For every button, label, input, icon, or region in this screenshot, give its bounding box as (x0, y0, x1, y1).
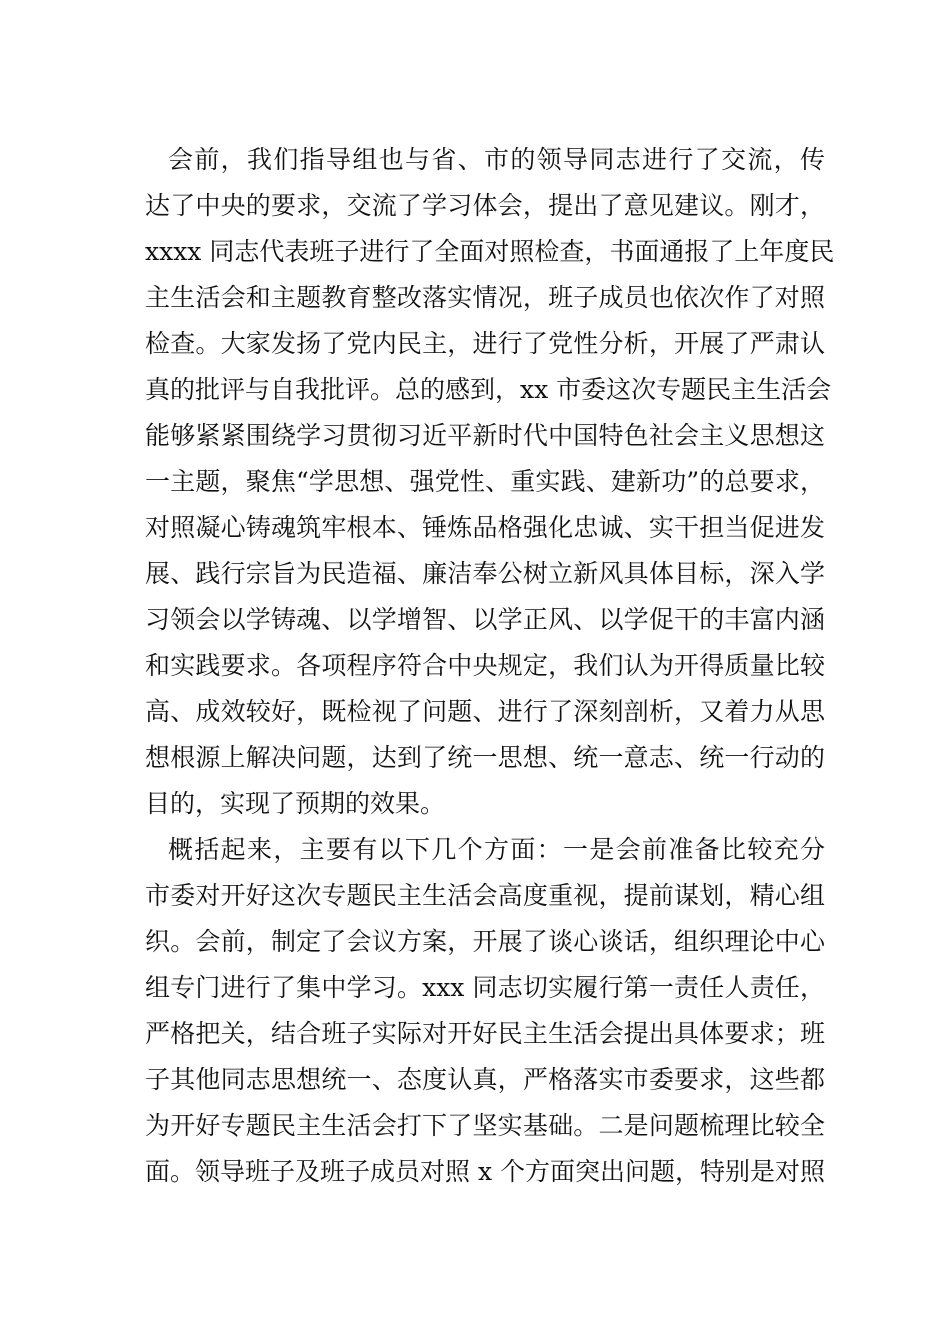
paragraph-1-line: 高、成效较好，既检视了问题、进行了深刻剖析，又着力从思 (145, 697, 825, 726)
paragraph-1-line: 能够紧紧围绕学习贯彻习近平新时代中国特色社会主义思想这 (145, 421, 825, 450)
paragraph-2-line: 子其他同志思想统一、态度认真，严格落实市委要求，这些都 (145, 1065, 825, 1094)
paragraph-2-line: 面。领导班子及班子成员对照 x 个方面突出问题，特别是对照 (145, 1157, 825, 1186)
paragraph-2-line: 严格把关，结合班子实际对开好民主生活会提出具体要求；班 (145, 1019, 825, 1048)
paragraph-1-line: 检查。大家发扬了党内民主，进行了党性分析，开展了严肃认 (145, 329, 825, 358)
paragraph-1-line: 展、践行宗旨为民造福、廉洁奉公树立新风具体目标，深入学 (145, 559, 825, 588)
paragraph-2-line: 织。会前，制定了会议方案，开展了谈心谈话，组织理论中心 (145, 927, 825, 956)
paragraph-1-line: 达了中央的要求，交流了学习体会，提出了意见建议。刚才， (145, 191, 825, 220)
paragraph-2-line: 市委对开好这次专题民主生活会高度重视，提前谋划，精心组 (145, 881, 825, 910)
paragraph-1-line: 和实践要求。各项程序符合中央规定，我们认为开得质量比较 (145, 651, 825, 680)
paragraph-1-line: 目的，实现了预期的效果。 (145, 789, 446, 818)
paragraph-1-line: 真的批评与自我批评。总的感到，xx 市委这次专题民主生活会 (145, 375, 832, 404)
paragraph-1-line: xxxx 同志代表班子进行了全面对照检查，书面通报了上年度民 (145, 237, 835, 266)
paragraph-2-line: 概括起来，主要有以下几个方面：一是会前准备比较充分 (168, 835, 825, 864)
paragraph-2-line: 为开好专题民主生活会打下了坚实基础。二是问题梳理比较全 (145, 1111, 825, 1140)
paragraph-1-line: 一主题，聚焦“学思想、强党性、重实践、建新功”的总要求， (145, 467, 825, 496)
paragraph-1-line: 对照凝心铸魂筑牢根本、锤炼品格强化忠诚、实干担当促进发 (145, 513, 825, 542)
paragraph-1-line: 想根源上解决问题，达到了统一思想、统一意志、统一行动的 (145, 743, 825, 772)
paragraph-1-line: 会前，我们指导组也与省、市的领导同志进行了交流，传 (168, 145, 825, 174)
paragraph-1-line: 主生活会和主题教育整改落实情况，班子成员也依次作了对照 (145, 283, 825, 312)
paragraph-2-line: 组专门进行了集中学习。xxx 同志切实履行第一责任人责任， (145, 973, 825, 1002)
paragraph-1-line: 习领会以学铸魂、以学增智、以学正风、以学促干的丰富内涵 (145, 605, 825, 634)
